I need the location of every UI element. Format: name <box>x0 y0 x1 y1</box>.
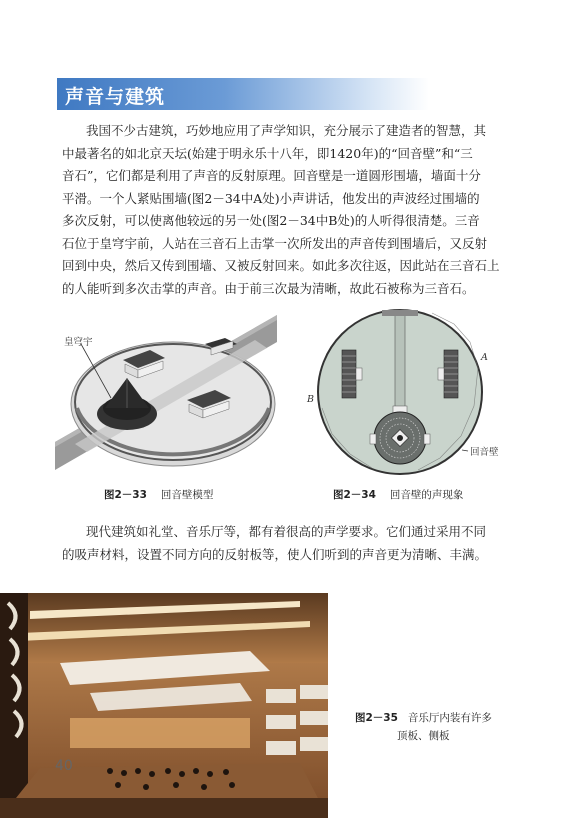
figure-number: 图2－35 <box>355 712 398 724</box>
paragraph-line: 我国不少古建筑，巧妙地应用了声学知识，充分展示了建造者的智慧，其 <box>86 123 487 138</box>
figure-caption <box>355 709 492 745</box>
figure-caption-text: 回音壁模型 <box>160 489 214 501</box>
section-title: 声音与建筑 <box>65 86 166 108</box>
point-a-label: A <box>481 352 488 363</box>
paragraph-line: 现代建筑如礼堂、音乐厅等，都有着很高的声学要求。它们通过采用不同 <box>86 524 487 539</box>
figure-caption-text: 回音壁的声现象 <box>389 489 464 501</box>
echo-wall-label: 回音壁 <box>470 447 499 458</box>
point-b-label: B <box>307 394 314 405</box>
section-title-bar <box>57 78 429 110</box>
paragraph-line: 回到中央，然后又传到围墙、又被反射回来。如此多次往返，因此站在三音石上 <box>62 258 500 273</box>
figure-number: 图2－33 <box>104 489 147 501</box>
echo-wall-model-figure <box>55 312 280 477</box>
paragraph-line: 的人能听到多次击掌的声音。由于前三次最为清晰，故此石被称为三音石。 <box>62 280 475 296</box>
intro-paragraph <box>62 120 528 300</box>
paragraph-line: 音石”，它们都是利用了声音的反射原理。回音壁是一道圆形围墙，墙面十分 <box>62 168 481 183</box>
figure-caption <box>104 487 213 502</box>
figure-caption <box>333 487 463 502</box>
paragraph-line: 平滑。一个人紧贴围墙(图2－34中A处)小声讲话，他发出的声波经过围墙的 <box>62 190 480 206</box>
paragraph-line: 石位于皇穹宇前，人站在三音石上击掌一次所发出的声音传到围墙后，又反射 <box>62 235 488 251</box>
concert-hall-photo <box>0 593 328 818</box>
page-number: 40 <box>55 758 73 774</box>
modern-architecture-paragraph <box>62 521 528 566</box>
figure-caption-text: 音乐厅内装有许多 <box>407 712 492 724</box>
figure-caption-text: 顶板、侧板 <box>397 730 450 742</box>
hall-label: 皇穹宇 <box>64 337 93 348</box>
figure-number: 图2－34 <box>333 489 376 501</box>
concert-hall-illustration <box>0 593 328 818</box>
paragraph-line: 中最著名的如北京天坛(始建于明永乐十八年，即1420年)的“回音壁”和“三 <box>62 145 473 161</box>
paragraph-line: 的吸声材料，设置不同方向的反射板等，使人们听到的声音更为清晰、丰满。 <box>62 546 488 562</box>
paragraph-line: 多次反射，可以使离他较远的另一处(图2－34中B处)的人听得很清楚。三音 <box>62 213 480 228</box>
echo-wall-diagram-figure <box>298 298 508 480</box>
